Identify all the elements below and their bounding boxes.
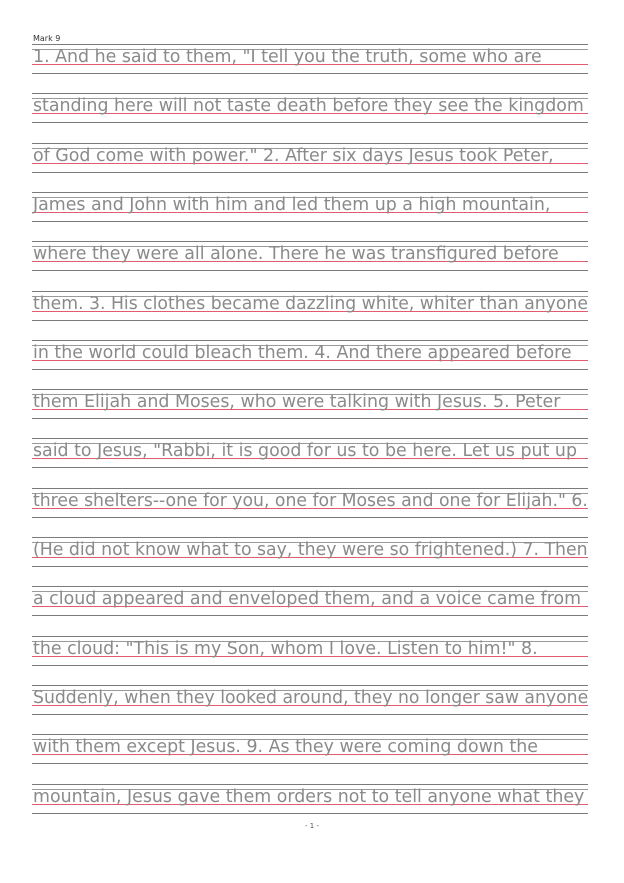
practice-line (32, 143, 588, 192)
rule-top (32, 340, 588, 341)
practice-line (32, 241, 588, 290)
rule-top (32, 192, 588, 193)
rule-top (32, 438, 588, 439)
rule-top (32, 586, 588, 587)
practice-line (32, 44, 588, 93)
trace-text: them. 3. His clothes became dazzling white, whiter than anyone (33, 293, 588, 314)
trace-text: where they were all alone. There he was transfigured before (33, 244, 559, 265)
page-number: - 1 - (305, 822, 319, 830)
trace-text: mountain, Jesus gave them orders not to tell anyone what they (33, 786, 585, 807)
rule-descender (32, 566, 588, 567)
rule-descender (32, 467, 588, 468)
rule-top (32, 734, 588, 735)
practice-line (32, 537, 588, 586)
rule-top (32, 389, 588, 390)
rule-top (32, 291, 588, 292)
rule-descender (32, 763, 588, 764)
trace-text: three shelters--one for you, one for Moses and one for Elijah." 6. (33, 490, 588, 511)
rule-descender (32, 122, 588, 123)
practice-line (32, 340, 588, 389)
trace-text: them Elijah and Moses, who were talking with Jesus. 5. Peter (33, 392, 561, 413)
trace-text: in the world could bleach them. 4. And there appeared before (33, 342, 572, 363)
rule-descender (32, 369, 588, 370)
rule-descender (32, 73, 588, 74)
rule-descender (32, 320, 588, 321)
rule-descender (32, 418, 588, 419)
page-header: Mark 9 (33, 34, 61, 43)
rule-top (32, 241, 588, 242)
trace-text: standing here will not taste death before they see the kingdom (33, 96, 584, 117)
rule-descender (32, 813, 588, 814)
rule-top (32, 93, 588, 94)
practice-line (32, 192, 588, 241)
practice-line (32, 291, 588, 340)
rule-top (32, 44, 588, 45)
trace-text: with them except Jesus. 9. As they were coming down the (33, 737, 538, 758)
trace-text: (He did not know what to say, they were so frightened.) 7. Then (33, 540, 588, 560)
practice-line (32, 93, 588, 142)
trace-text: said to Jesus, "Rabbi, it is good for us to be here. Let us put up (33, 441, 577, 462)
rule-descender (32, 714, 588, 715)
practice-line (32, 438, 588, 487)
practice-line (32, 734, 588, 783)
rule-top (32, 488, 588, 489)
rule-descender (32, 615, 588, 616)
rule-top (32, 685, 588, 686)
practice-line (32, 389, 588, 438)
rule-top (32, 537, 588, 538)
practice-line (32, 586, 588, 635)
trace-text: the cloud: "This is my Son, whom I love. Listen to him!" 8. (33, 638, 538, 659)
trace-text: 1. And he said to them, "I tell you the truth, some who are (33, 47, 542, 67)
trace-text: a cloud appeared and enveloped them, and a voice came from (33, 589, 582, 610)
rule-descender (32, 665, 588, 666)
rule-descender (32, 221, 588, 222)
practice-line (32, 685, 588, 734)
rule-top (32, 784, 588, 785)
rule-top (32, 143, 588, 144)
rule-top (32, 636, 588, 637)
trace-text: of God come with power." 2. After six days Jesus took Peter, (33, 145, 554, 166)
trace-text: Suddenly, when they looked around, they no longer saw anyone (33, 687, 589, 708)
practice-line (32, 636, 588, 685)
rule-descender (32, 172, 588, 173)
rule-descender (32, 270, 588, 271)
practice-line (32, 488, 588, 537)
rule-descender (32, 517, 588, 518)
trace-text: James and John with him and led them up a high mountain, (33, 194, 551, 215)
